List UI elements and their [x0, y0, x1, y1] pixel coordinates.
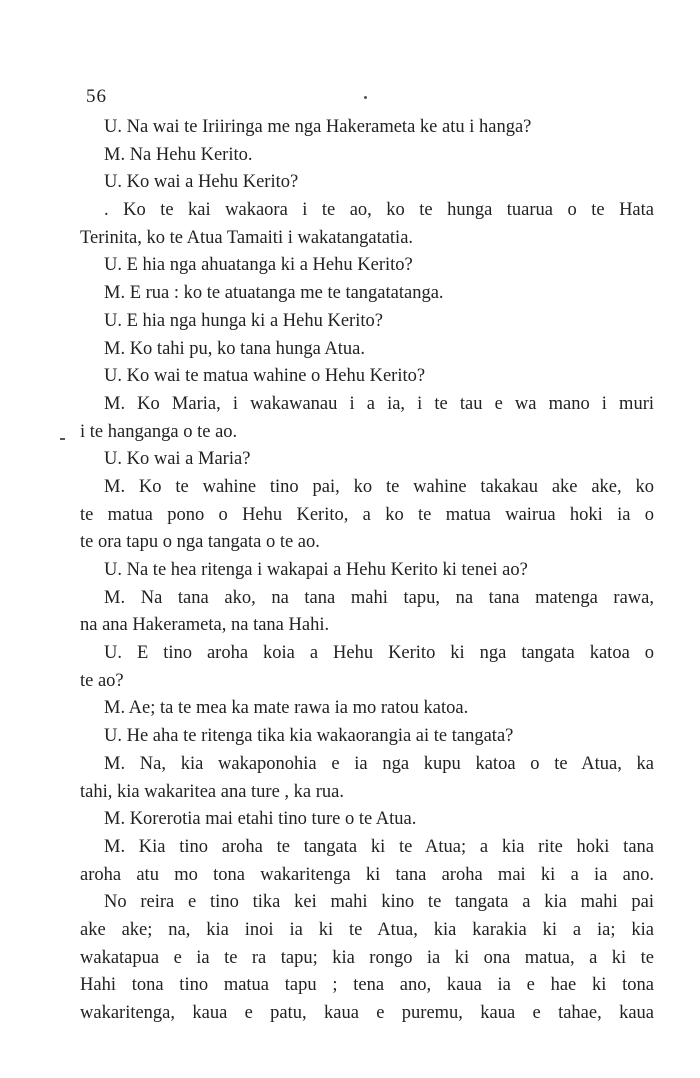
text-line: M. Na tana ako, na tana mahi tapu, na tana matenga rawa,	[104, 587, 654, 608]
text-line: M. Korerotia mai etahi tino ture o te Atua.	[104, 809, 417, 830]
text-line: U. Na te hea ritenga i wakapai a Hehu Kerito ki tenei ao?	[104, 560, 528, 580]
text-line: M. Ko Maria, i wakawanau i a ia, i te tau e wa mano i muri	[104, 393, 654, 414]
text-line: U. Ko wai a Maria?	[104, 449, 251, 470]
text-line: na ana Hakerameta, na tana Hahi.	[80, 615, 330, 636]
text-line: wakatapua e ia te ra tapu; kia rongo ia ki ona matua, a ki te	[80, 947, 654, 968]
text-line: No reira e tino tika kei mahi kino te tangata a kia mahi pai	[104, 892, 654, 913]
text-line: M. Ko tahi pu, ko tana hunga Atua.	[104, 338, 366, 359]
text-line: U. He aha te ritenga tika kia wakaorangia ai te tangata?	[104, 726, 514, 747]
margin-mark	[60, 438, 65, 440]
page-number: 56	[86, 86, 107, 107]
print-speck	[364, 96, 367, 99]
text-line: U. E tino aroha koia a Hehu Kerito ki nga tangata katoa o	[104, 643, 654, 664]
text-line: ake ake; na, kia inoi ia ki te Atua, kia karakia ki a ia; kia	[80, 919, 654, 940]
text-line: U. Ko wai a Hehu Kerito?	[104, 172, 299, 193]
text-line: M. E rua : ko te atuatanga me te tangatatanga.	[104, 283, 444, 304]
text-line: M. Ae; ta te mea ka mate rawa ia mo ratou katoa.	[104, 698, 469, 719]
text-line: . Ko te kai wakaora i te ao, ko te hunga tuarua o te Hata	[104, 200, 654, 221]
text-line: Terinita, ko te Atua Tamaiti i wakatangatatia.	[80, 227, 414, 248]
text-line: te matua pono o Hehu Kerito, a ko te matua wairua hoki ia o	[80, 504, 654, 525]
text-line: Hahi tona tino matua tapu ; tena ano, kaua ia e hae ki tona	[80, 975, 654, 996]
text-line: M. Na Hehu Kerito.	[104, 144, 253, 165]
text-line: M. Na, kia wakaponohia e ia nga kupu katoa o te Atua, ka	[104, 753, 654, 774]
text-line: i te hanganga o te ao.	[80, 421, 238, 442]
text-line: wakaritenga, kaua e patu, kaua e puremu, kaua e tahae, kaua	[80, 1003, 654, 1023]
text-line: te ao?	[80, 670, 124, 691]
text-line: aroha atu mo tona wakaritenga ki tana aroha mai ki a ia ano.	[80, 864, 654, 885]
text-line: tahi, kia wakaritea ana ture , ka rua.	[80, 781, 345, 802]
text-line: U. E hia nga hunga ki a Hehu Kerito?	[104, 310, 383, 331]
text-line: U. E hia nga ahuatanga ki a Hehu Kerito?	[104, 255, 413, 276]
text-line: M. Kia tino aroha te tangata ki te Atua; a kia rite hoki tana	[104, 836, 654, 857]
body-text	[80, 114, 654, 1028]
text-line: U. Na wai te Iriiringa me nga Hakerameta ke atu i hanga?	[104, 117, 532, 137]
text-line: te ora tapu o nga tangata o te ao.	[80, 532, 320, 553]
text-line: M. Ko te wahine tino pai, ko te wahine takakau ake ake, ko	[104, 476, 654, 497]
text-line: U. Ko wai te matua wahine o Hehu Kerito?	[104, 366, 426, 387]
